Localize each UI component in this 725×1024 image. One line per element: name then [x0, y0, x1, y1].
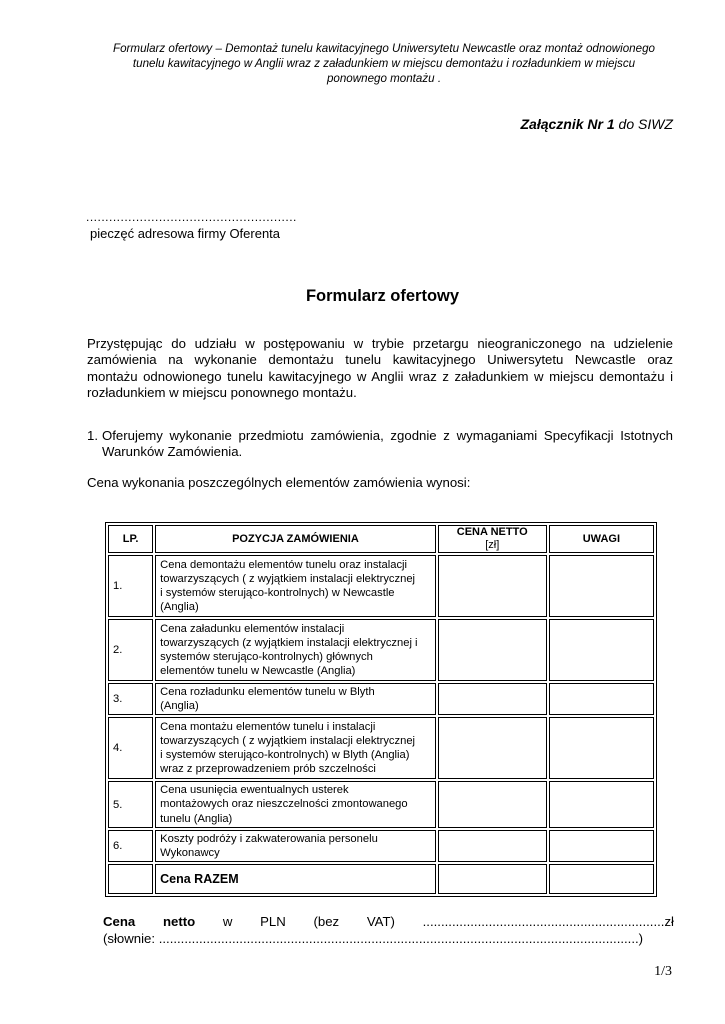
- header-lp: LP.: [108, 525, 153, 553]
- net-amount-field[interactable]: ..................................................................zł: [422, 914, 674, 929]
- form-title: Formularz ofertowy: [305, 287, 460, 305]
- row-desc-line: (Anglia): [160, 601, 199, 614]
- annex-label: [520, 116, 673, 132]
- row-price-cell[interactable]: [438, 830, 547, 862]
- total-price-cell[interactable]: [438, 864, 547, 894]
- table-row: [108, 683, 654, 715]
- row-price-cell[interactable]: [438, 717, 547, 779]
- row-description: [155, 683, 436, 715]
- row-desc-line: tunelu (Anglia): [160, 812, 233, 825]
- total-notes-cell[interactable]: [549, 864, 654, 894]
- stamp-dotted-line: .......................................................: [86, 210, 297, 224]
- row-desc-line: i systemów sterująco-kontrolnych) w Newcastle: [160, 587, 395, 599]
- total-label: Cena RAZEM: [155, 864, 436, 894]
- row-description: [155, 830, 436, 862]
- row-desc-line: Cena montażu elementów tunelu i instalacji: [160, 720, 376, 733]
- net-word-netto: netto: [162, 914, 196, 929]
- row-price-cell[interactable]: [438, 683, 547, 715]
- header-notes: UWAGI: [549, 525, 654, 553]
- row-notes-cell[interactable]: [549, 781, 654, 828]
- row-description: [155, 717, 436, 779]
- row-lp: 4.: [108, 717, 153, 779]
- point-line-2: Warunków Zamówienia.: [102, 444, 243, 460]
- document-header: [70, 41, 698, 86]
- table-total-row: [108, 864, 654, 894]
- row-desc-line: Wykonawcy: [160, 847, 220, 859]
- header-line-1: Formularz ofertowy – Demontaż tunelu kawitacyjnego Uniwersytetu Newcastle oraz montaż odnowionego: [113, 42, 655, 55]
- offer-point-1: [87, 428, 673, 461]
- row-desc-line: i systemów sterująco-kontrolnych) w Blyth (Anglia): [160, 749, 410, 761]
- header-line-3: ponownego montażu .: [326, 72, 442, 85]
- total-lp: [108, 864, 153, 894]
- table-row: [108, 781, 654, 828]
- page-number: 1/3: [654, 964, 672, 979]
- header-position: POZYCJA ZAMÓWIENIA: [155, 525, 436, 553]
- table-row: [108, 717, 654, 779]
- row-lp: 5.: [108, 781, 153, 828]
- annex-suffix: do SIWZ: [614, 116, 673, 132]
- table-row: [108, 830, 654, 862]
- net-word-bez: (bez: [313, 914, 340, 929]
- intro-line-1: Przystępując do udziału w postępowaniu w trybie przetargu nieograniczonego na udzielenie: [87, 336, 673, 351]
- row-notes-cell[interactable]: [549, 555, 654, 617]
- row-price-cell[interactable]: [438, 781, 547, 828]
- row-desc-line: systemów sterująco-kontrolnych) głównych: [160, 651, 373, 663]
- header-price: [438, 525, 547, 553]
- table-header-row: [108, 525, 654, 553]
- stamp-caption: pieczęć adresowa firmy Oferenta: [90, 226, 281, 241]
- intro-paragraph: [87, 336, 673, 402]
- row-notes-cell[interactable]: [549, 683, 654, 715]
- net-word-pln: PLN: [260, 914, 286, 929]
- row-lp: 3.: [108, 683, 153, 715]
- table-row: [108, 619, 654, 681]
- net-price-line: [103, 914, 674, 929]
- amount-in-words-field[interactable]: (słownie: ...................................................................................................................................): [103, 931, 644, 946]
- row-desc-line: Cena demontażu elementów tunelu oraz instalacji: [160, 558, 408, 571]
- row-desc-line: towarzyszących ( z wyjątkiem instalacji elektrycznej: [160, 572, 416, 585]
- row-description: [155, 555, 436, 617]
- row-lp: 6.: [108, 830, 153, 862]
- table-row: [108, 555, 654, 617]
- net-word-cena: Cena: [103, 914, 136, 929]
- annex-number: Załącznik Nr 1: [520, 116, 615, 132]
- row-desc-line: towarzyszących (z wyjątkiem instalacji elektrycznej i: [160, 636, 418, 649]
- point-text: [102, 428, 673, 461]
- pricing-intro: Cena wykonania poszczególnych elementów zamówienia wynosi:: [87, 475, 471, 490]
- point-line-1: Oferujemy wykonanie przedmiotu zamówienia, zgodnie z wymaganiami Specyfikacji Istotnych: [102, 428, 673, 443]
- row-desc-line: Cena rozładunku elementów tunelu w Blyth: [160, 685, 375, 698]
- row-desc-line: Koszty podróży i zakwaterowania personelu: [160, 832, 378, 845]
- net-word-w: w: [222, 914, 233, 929]
- row-description: [155, 619, 436, 681]
- row-notes-cell[interactable]: [549, 717, 654, 779]
- order-items-table: [105, 522, 657, 897]
- header-price-line-2: [zł]: [485, 539, 500, 551]
- row-desc-line: Cena załadunku elementów instalacji: [160, 622, 345, 635]
- row-lp: 2.: [108, 619, 153, 681]
- row-desc-line: towarzyszących ( z wyjątkiem instalacji elektrycznej: [160, 734, 416, 747]
- row-notes-cell[interactable]: [549, 619, 654, 681]
- intro-line-2: zamówienia na wykonanie demontażu tunelu kawitacyjnego Uniwersytetu Newcastle oraz: [87, 352, 673, 368]
- row-description: [155, 781, 436, 828]
- row-desc-line: (Anglia): [160, 700, 199, 712]
- header-line-2: tunelu kawitacyjnego w Anglii wraz z załadunkiem w miejscu demontażu i rozładunkiem w miejscu: [132, 57, 636, 70]
- net-word-vat: VAT): [366, 914, 395, 929]
- row-desc-line: wraz z przeprowadzeniem prób szczelności: [160, 763, 376, 776]
- row-lp: 1.: [108, 555, 153, 617]
- row-price-cell[interactable]: [438, 619, 547, 681]
- row-notes-cell[interactable]: [549, 830, 654, 862]
- intro-line-4: rozładunkiem w miejscu ponownego montażu.: [87, 385, 357, 401]
- row-price-cell[interactable]: [438, 555, 547, 617]
- row-desc-line: Cena usunięcia ewentualnych usterek: [160, 784, 349, 797]
- row-desc-line: montażowych oraz nieszczelności zmontowanego: [160, 798, 408, 811]
- intro-line-3: montażu odnowionego tunelu kawitacyjnego w Anglii wraz z załadunkiem w miejscu demontażu i: [87, 368, 673, 384]
- header-price-line-1: CENA NETTO: [456, 526, 528, 538]
- row-desc-line: elementów tunelu w Newcastle (Anglia): [160, 665, 356, 678]
- point-number: 1.: [87, 428, 98, 443]
